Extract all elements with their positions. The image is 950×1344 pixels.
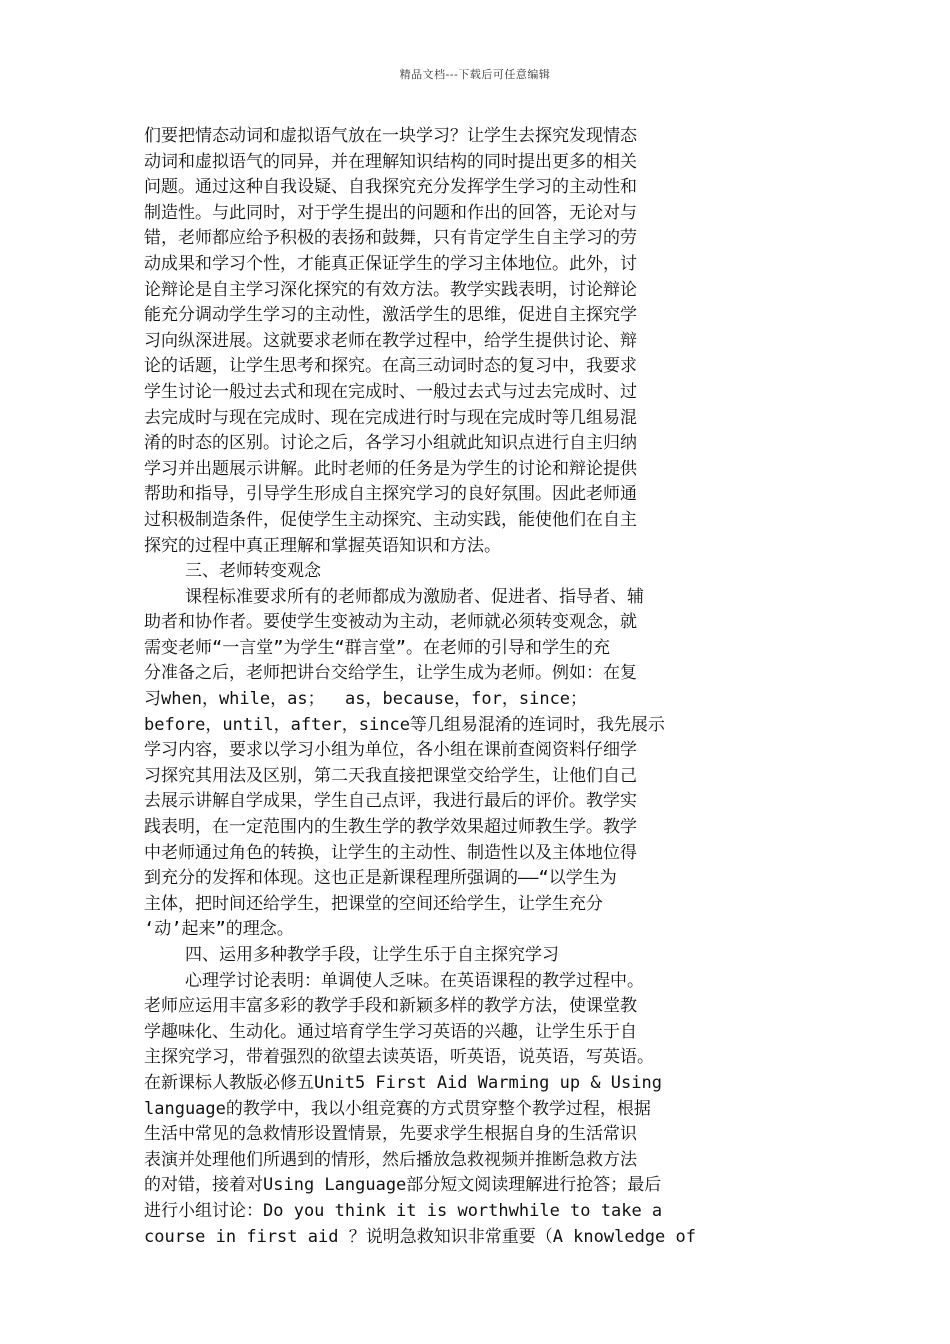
body-line: 到充分的发挥和体现。这也正是新课程理所强调的——“以学生为 — [144, 868, 617, 889]
body-line: before，until，after，since等几组易混淆的连词时，我先展示 — [144, 714, 665, 735]
body-line: 生活中常见的急救情形设置情景，先要求学生根据自身的生活常识 — [144, 1124, 637, 1145]
body-line: 习向纵深进展。这就要求老师在教学过程中，给学生提供讨论、辩 — [144, 330, 637, 351]
document-body — [144, 124, 806, 1250]
body-line: ‘动’起来”的理念。 — [144, 919, 294, 940]
body-line: 们要把情态动词和虚拟语气放在一块学习？让学生去探究发现情态 — [144, 126, 637, 146]
body-line: 探究的过程中真正理解和掌握英语知识和方法。 — [144, 535, 501, 556]
body-line: course in first aid ？说明急救知识非常重要（A knowledge of — [144, 1226, 696, 1247]
body-line: 习探究其用法及区别，第二天我直接把课堂交给学生，让他们自己 — [144, 765, 637, 786]
section-heading: 三、老师转变观念 — [144, 561, 321, 582]
body-line: 的对错，接着对Using Language部分短文阅读理解进行抢答；最后 — [144, 1175, 662, 1196]
body-line: 问题。通过这种自我设疑、自我探究充分发挥学生学习的主动性和 — [144, 177, 637, 198]
body-line: 学趣味化、生动化。通过培育学生学习英语的兴趣，让学生乐于自 — [144, 1021, 637, 1042]
body-line: 中老师通过角色的转换，让学生的主动性、制造性以及主体地位得 — [144, 842, 637, 863]
body-line: language的教学中，我以小组竞赛的方式贯穿整个教学过程，根据 — [144, 1098, 651, 1119]
body-line: 学生讨论一般过去式和现在完成时、一般过去式与过去完成时、过 — [144, 381, 637, 402]
body-line: 课程标准要求所有的老师都成为激励者、促进者、指导者、辅 — [144, 586, 644, 607]
body-line: 在新课标人教版必修五Unit5 First Aid Warming up & Using — [144, 1072, 662, 1093]
body-line: 践表明，在一定范围内的生教生学的教学效果超过师教生学。教学 — [144, 817, 637, 838]
body-line: 动成果和学习个性，才能真正保证学生的学习主体地位。此外，讨 — [144, 253, 637, 274]
body-line: 表演并处理他们所遇到的情形，然后播放急救视频并推断急救方法 — [144, 1149, 637, 1170]
body-line: 心理学讨论表明：单调使人乏味。在英语课程的教学过程中。 — [144, 970, 644, 991]
page-header: 精品文档---下载后可任意编辑 — [399, 68, 551, 81]
body-line: 助者和协作者。要使学生变被动为主动，老师就必须转变观念，就 — [144, 612, 637, 633]
body-line: 老师应运用丰富多彩的教学手段和新颖多样的教学方法，使课堂教 — [144, 996, 637, 1017]
body-line: 论辩论是自主学习深化探究的有效方法。教学实践表明，讨论辩论 — [144, 279, 637, 300]
body-line: 需变老师“一言堂”为学生“群言堂”。在老师的引导和学生的充 — [144, 637, 610, 658]
body-line: 主探究学习，带着强烈的欲望去读英语，听英语，说英语，写英语。 — [144, 1047, 654, 1068]
body-line: 习when，while，as； as，because，for，since； — [144, 689, 588, 710]
body-line: 分准备之后，老师把讲台交给学生，让学生成为老师。例如：在复 — [144, 663, 637, 684]
body-line: 主体，把时间还给学生，把课堂的空间还给学生，让学生充分 — [144, 893, 603, 914]
body-line: 帮助和指导，引导学生形成自主探究学习的良好氛围。因此老师通 — [144, 484, 637, 505]
body-line: 制造性。与此同时，对于学生提出的问题和作出的回答，无论对与 — [144, 202, 637, 223]
body-line: 能充分调动学生学习的主动性，激活学生的思维，促进自主探究学 — [144, 305, 637, 326]
body-line: 学习内容，要求以学习小组为单位，各小组在课前查阅资料仔细学 — [144, 740, 637, 761]
body-line: 过积极制造条件，促使学生主动探究、主动实践，能使他们在自主 — [144, 509, 637, 530]
body-line: 去展示讲解自学成果，学生自己点评，我进行最后的评价。教学实 — [144, 791, 637, 812]
body-line: 错，老师都应给予积极的表扬和鼓舞，只有肯定学生自主学习的劳 — [144, 228, 637, 249]
body-line: 学习并出题展示讲解。此时老师的任务是为学生的讨论和辩论提供 — [144, 458, 637, 479]
body-line: 动词和虚拟语气的同异，并在理解知识结构的同时提出更多的相关 — [144, 151, 637, 172]
body-line: 去完成时与现在完成时、现在完成进行时与现在完成时等几组易混 — [144, 407, 637, 428]
body-line: 进行小组讨论：Do you think it is worthwhile to take a — [144, 1200, 663, 1221]
body-line: 淆的时态的区别。讨论之后，各学习小组就此知识点进行自主归纳 — [144, 433, 637, 454]
body-line: 论的话题，让学生思考和探究。在高三动词时态的复习中，我要求 — [144, 356, 637, 377]
section-heading: 四、运用多种教学手段，让学生乐于自主探究学习 — [144, 945, 559, 965]
